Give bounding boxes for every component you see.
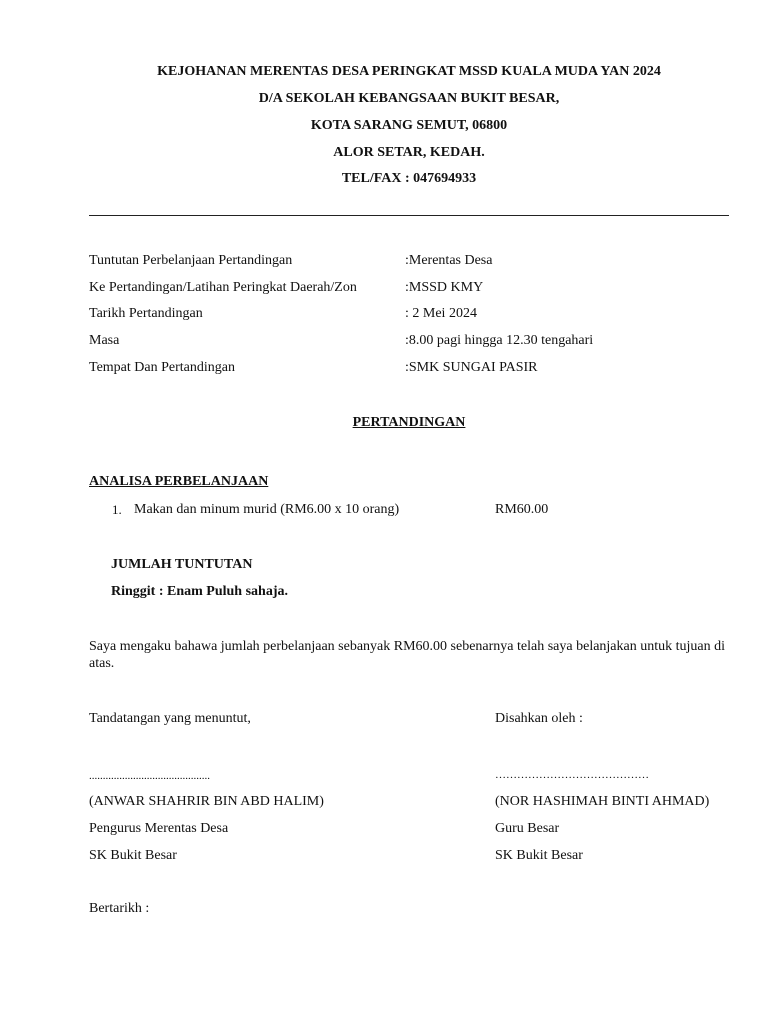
claimant-signature-line: ............................................	[89, 770, 210, 782]
claimant-school: SK Bukit Besar	[89, 848, 177, 863]
detail-label-date: Tarikh Pertandingan	[89, 306, 203, 321]
total-in-words: Ringgit : Enam Puluh sahaja.	[111, 584, 288, 599]
approver-name: (NOR HASHIMAH BINTI AHMAD)	[495, 794, 710, 809]
detail-label-time: Masa	[89, 333, 120, 348]
header-title: KEJOHANAN MERENTAS DESA PERINGKAT MSSD KUALA MUDA YAN 2024	[157, 64, 661, 79]
detail-label-claim: Tuntutan Perbelanjaan Pertandingan	[89, 253, 293, 268]
detail-value-claim: :Merentas Desa	[405, 253, 493, 268]
header-address-line-3: ALOR SETAR, KEDAH.	[333, 145, 485, 160]
claimant-role: Pengurus Merentas Desa	[89, 821, 229, 836]
declaration-text: Saya mengaku bahawa jumlah perbelanjaan sebanyak RM60.00 sebenarnya telah saya belanjakan untuk tujuan di atas.	[89, 639, 726, 671]
header-address-line-1: D/A SEKOLAH KEBANGSAAN BUKIT BESAR,	[258, 91, 560, 106]
detail-label-venue: Tempat Dan Pertandingan	[89, 360, 235, 375]
analysis-item-amount: RM60.00	[495, 502, 549, 517]
approver-school: SK Bukit Besar	[495, 848, 583, 863]
detail-value-date: : 2 Mei 2024	[405, 306, 477, 321]
detail-value-level: :MSSD KMY	[405, 280, 484, 295]
approver-signature-label: Disahkan oleh :	[495, 711, 583, 726]
section-title: PERTANDINGAN	[352, 415, 466, 430]
approver-role: Guru Besar	[495, 821, 560, 836]
approver-signature-line: ……………………………………	[495, 769, 649, 781]
analysis-heading: ANALISA PERBELANJAAN	[89, 474, 269, 489]
detail-label-level: Ke Pertandingan/Latihan Peringkat Daerah/Zon	[89, 280, 357, 295]
date-label: Bertarikh :	[89, 901, 150, 916]
analysis-item-description: Makan dan minum murid (RM6.00 x 10 orang)	[134, 502, 400, 517]
total-heading: JUMLAH TUNTUTAN	[111, 557, 253, 572]
detail-value-time: :8.00 pagi hingga 12.30 tengahari	[405, 333, 594, 348]
claimant-signature-label: Tandatangan yang menuntut,	[89, 711, 251, 726]
detail-value-venue: :SMK SUNGAI PASIR	[405, 360, 538, 375]
analysis-item-number: 1.	[112, 502, 122, 517]
header-divider	[89, 215, 729, 216]
header-phone: TEL/FAX : 047694933	[341, 171, 477, 186]
claimant-name: (ANWAR SHAHRIR BIN ABD HALIM)	[89, 794, 324, 809]
header-address-line-2: KOTA SARANG SEMUT, 06800	[310, 118, 508, 133]
